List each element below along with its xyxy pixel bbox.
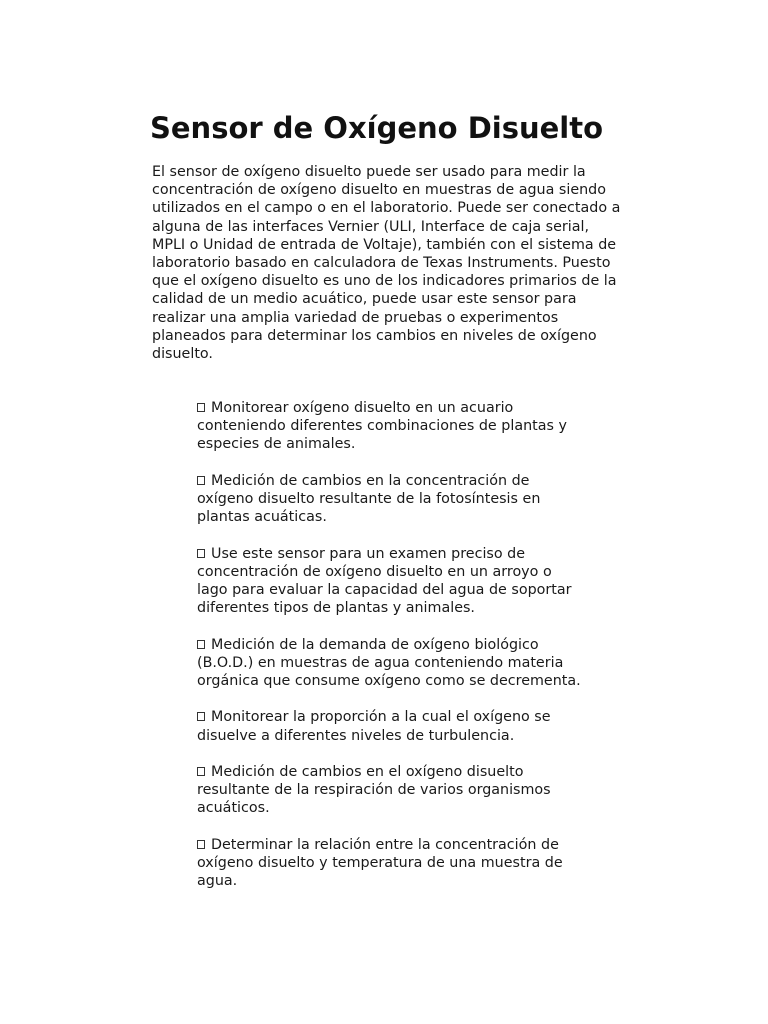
square-bullet-icon [197,712,205,721]
list-item [197,472,582,527]
list-item [197,545,582,618]
list-item-text: Medición de la demanda de oxígeno biológico (B.O.D.) en muestras de agua conteniendo materia orgánica que consume oxígeno como se decrementa. [197,636,581,689]
list-item [197,399,582,454]
list-item [197,636,582,691]
list-item-text: Monitorear oxígeno disuelto en un acuario conteniendo diferentes combinaciones de plantas y especies de animales. [197,400,567,453]
square-bullet-icon [197,640,205,649]
bullet-list [197,399,582,909]
square-bullet-icon [197,767,205,776]
square-bullet-icon [197,549,205,558]
list-item [197,763,582,818]
list-item [197,708,582,744]
square-bullet-icon [197,476,205,485]
square-bullet-icon [197,840,205,849]
page-title: Sensor de Oxígeno Disuelto [150,111,604,145]
list-item [197,836,582,891]
list-item-text: Monitorear la proporción a la cual el oxígeno se disuelve a diferentes niveles de turbulencia. [197,709,551,744]
list-item-text: Medición de cambios en la concentración de oxígeno disuelto resultante de la fotosíntesis en plantas acuáticas. [197,472,541,526]
list-item-text: Medición de cambios en el oxígeno disuelto resultante de la respiración de varios organismos acuáticos. [197,763,551,817]
intro-paragraph: El sensor de oxígeno disuelto puede ser usado para medir la concentración de oxígeno disuelto en muestras de agua siendo utilizados en el campo o en el laboratorio. Puede ser conectado a alguna de las interfaces Vernier (ULI, Interface de caja serial, MPLI o Unidad de entrada de Voltaje), también con el sistema de laboratorio basado en calculadora de Texas Instruments. Puesto que el oxígeno disuelto es uno de los indicadores primarios de la calidad de un medio acuático, puede usar este sensor para realizar una amplia variedad de pruebas o experimentos planeados para determinar los cambios en niveles de oxígeno disuelto. [152,164,621,363]
list-item-text: Determinar la relación entre la concentración de oxígeno disuelto y temperatura de una muestra de agua. [197,836,563,890]
list-item-text: Use este sensor para un examen preciso de concentración de oxígeno disuelto en un arroyo o lago para evaluar la capacidad del agua de soportar diferentes tipos de plantas y animales. [197,545,572,617]
square-bullet-icon [197,403,205,412]
